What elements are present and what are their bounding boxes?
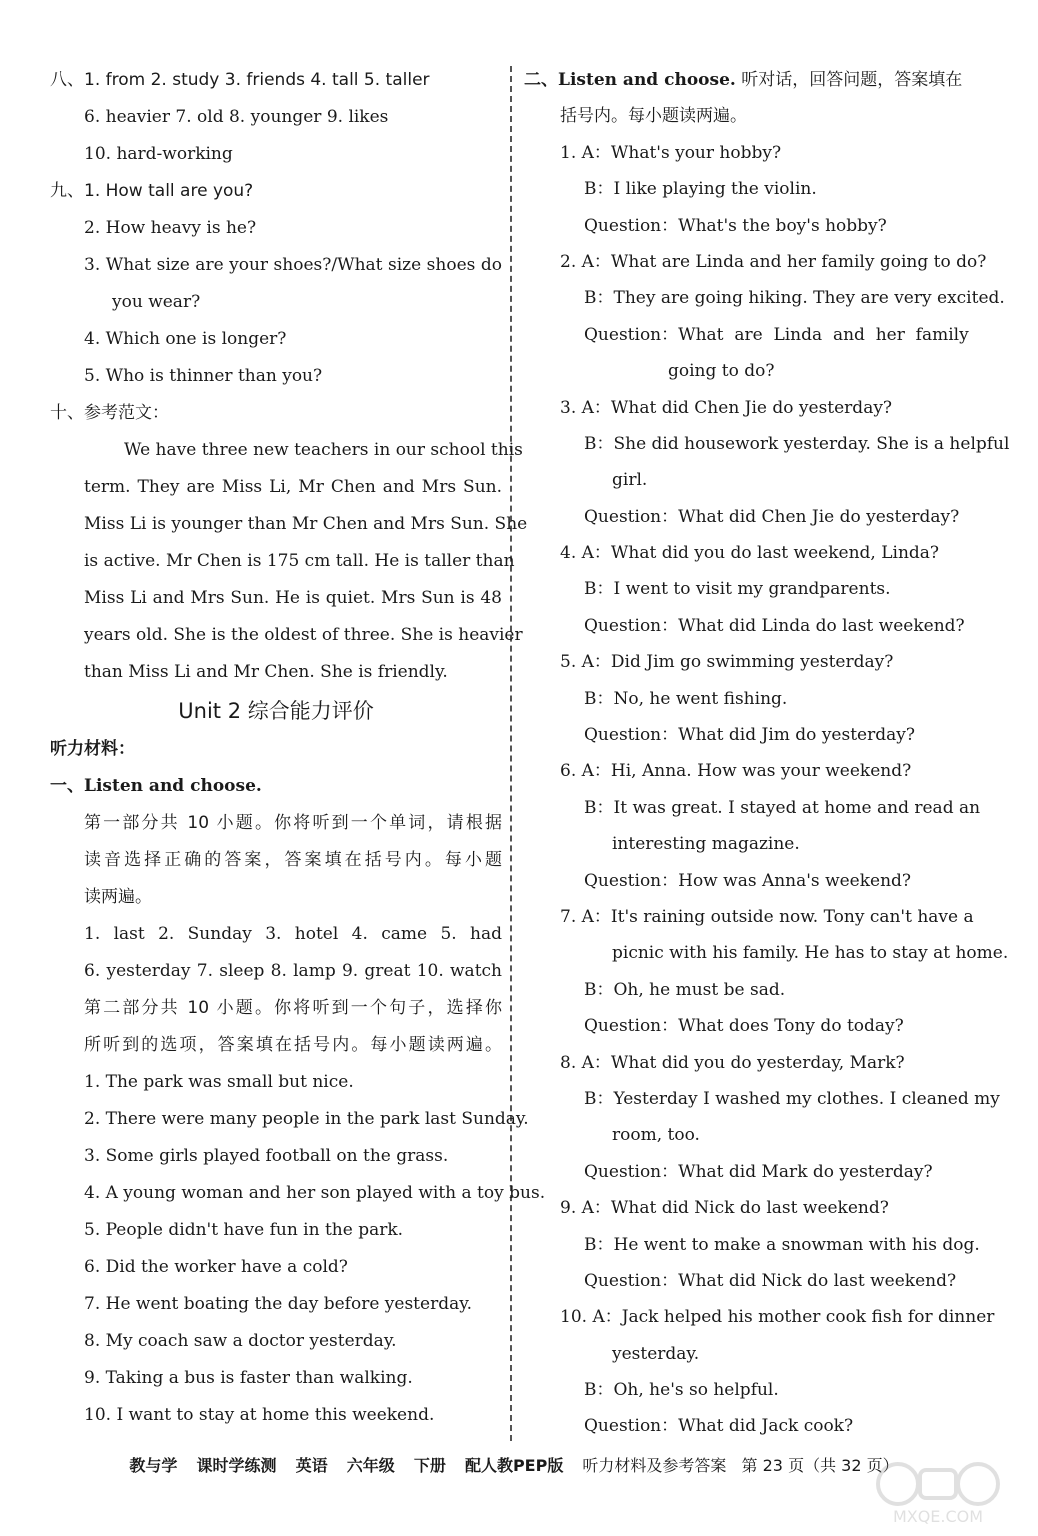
footer-page-number: 第 23 页（共 32 页） bbox=[741, 1456, 899, 1475]
dialogue-line: B：I went to visit my grandparents. bbox=[584, 579, 891, 600]
section-9-line-4: you wear? bbox=[112, 292, 201, 312]
dialogue-line: B：Oh, he must be sad. bbox=[584, 979, 786, 1000]
dialogue-line: picnic with his family. He has to stay at home. bbox=[612, 943, 1009, 964]
essay-line-3: Miss Li is younger than Mr Chen and Mrs Sun. She bbox=[84, 514, 528, 534]
dialogue-line: Question：What did Linda do last weekend? bbox=[584, 615, 965, 636]
word-list-line-2: 6. yesterday 7. sleep 8. lamp 9. great 10. watch bbox=[84, 961, 502, 981]
unit-title: Unit 2 综合能力评价 bbox=[178, 699, 374, 723]
section-9-line-1: 九、1. How tall are you? bbox=[50, 181, 254, 201]
footer-volume: 下册 bbox=[413, 1456, 446, 1475]
footer-section: 听力材料及参考答案 bbox=[582, 1456, 727, 1475]
section-8-line-1: 八、1. from 2. study 3. friends 4. tall 5. taller bbox=[50, 70, 430, 90]
dialogue-line: room, too. bbox=[612, 1125, 700, 1146]
dialogue-line: 4. A：What did you do last weekend, Linda? bbox=[560, 543, 940, 564]
right-column bbox=[524, 62, 1010, 1445]
dialogue-line: 1. A：What's your hobby? bbox=[560, 142, 782, 163]
listening-sentence: 3. Some girls played football on the grass. bbox=[84, 1146, 449, 1166]
essay-line-4: is active. Mr Chen is 175 cm tall. He is taller than bbox=[84, 551, 515, 571]
dialogue-line: Question：What are Linda and her family bbox=[584, 324, 969, 345]
dialogue-line: going to do? bbox=[668, 361, 775, 382]
section-2-heading-cn: 听对话，回答问题，答案填在 bbox=[735, 70, 963, 90]
footer-edition: 配人教PEP版 bbox=[464, 1456, 564, 1475]
listening-sentence: 1. The park was small but nice. bbox=[84, 1072, 354, 1092]
dialogue-line: 8. A：What did you do yesterday, Mark? bbox=[560, 1052, 905, 1073]
listening-sentence: 9. Taking a bus is faster than walking. bbox=[84, 1368, 413, 1388]
section-2-heading-en: 二、Listen and choose. bbox=[524, 70, 736, 90]
dialogue-line: Question：What did Chen Jie do yesterday? bbox=[584, 506, 960, 527]
dialogue-line: Question：What did Jack cook? bbox=[584, 1416, 854, 1437]
dialogue-line: B：Yesterday I washed my clothes. I cleaned my bbox=[584, 1088, 1000, 1109]
dialogue-line: Question：What does Tony do today? bbox=[584, 1016, 904, 1037]
dialogue-line: B：She did housework yesterday. She is a helpful bbox=[584, 433, 1010, 454]
section-8-line-3: 10. hard-working bbox=[84, 144, 233, 164]
dialogue-line: B：No, he went fishing. bbox=[584, 688, 788, 709]
part-2-instruction-1: 第二部分共 10 小题。你将听到一个句子，选择你 bbox=[84, 998, 502, 1018]
dialogue-line: Question：What did Mark do yesterday? bbox=[584, 1161, 933, 1182]
section-10-heading: 十、参考范文： bbox=[50, 403, 169, 423]
column-divider bbox=[510, 66, 512, 1441]
dialogue-line: Question：What's the boy's hobby? bbox=[584, 215, 887, 236]
essay-line-2: term. They are Miss Li, Mr Chen and Mrs Sun. bbox=[84, 477, 502, 497]
section-9-line-5: 4. Which one is longer? bbox=[84, 329, 287, 349]
dialogue-line: 9. A：What did Nick do last weekend? bbox=[560, 1198, 889, 1219]
watermark-logo bbox=[858, 1458, 1018, 1528]
listening-label: 听力材料： bbox=[50, 739, 135, 759]
listening-sentence: 5. People didn't have fun in the park. bbox=[84, 1220, 404, 1240]
dialogue-line: 10. A：Jack helped his mother cook fish for dinner bbox=[560, 1307, 995, 1328]
left-column bbox=[50, 62, 546, 1434]
section-9-line-2: 2. How heavy is he? bbox=[84, 218, 257, 238]
svg-text:MXQE.COM: MXQE.COM bbox=[892, 1507, 984, 1526]
dialogue-line: B：I like playing the violin. bbox=[584, 179, 817, 200]
listening-sentence: 7. He went boating the day before yesterday. bbox=[84, 1294, 472, 1314]
dialogue-line: B：Oh, he's so helpful. bbox=[584, 1380, 779, 1401]
footer-brand: 教与学 bbox=[129, 1456, 178, 1475]
footer-series: 课时学练测 bbox=[196, 1456, 277, 1475]
dialogue-line: Question：How was Anna's weekend? bbox=[584, 870, 912, 891]
dialogue-line: 5. A：Did Jim go swimming yesterday? bbox=[560, 652, 894, 673]
dialogue-line: B：It was great. I stayed at home and read an bbox=[584, 797, 981, 818]
listening-sentence: 8. My coach saw a doctor yesterday. bbox=[84, 1331, 397, 1351]
dialogue-line: yesterday. bbox=[612, 1343, 700, 1364]
word-list-line-1: 1. last 2. Sunday 3. hotel 4. came 5. had bbox=[84, 924, 502, 944]
section-9-line-3: 3. What size are your shoes?/What size shoes do bbox=[84, 255, 502, 275]
section-9-line-6: 5. Who is thinner than you? bbox=[84, 366, 323, 386]
sentence-list bbox=[50, 1064, 546, 1434]
dialogue-line: interesting magazine. bbox=[612, 834, 800, 855]
essay-line-1: We have three new teachers in our school this bbox=[124, 440, 523, 460]
dialogue-line: 7. A：It's raining outside now. Tony can't have a bbox=[560, 906, 974, 927]
essay-line-6: years old. She is the oldest of three. She is heavier bbox=[84, 625, 523, 645]
listening-sentence: 4. A young woman and her son played with a toy bus. bbox=[84, 1183, 546, 1203]
section-2-heading bbox=[524, 62, 980, 98]
essay-line-5: Miss Li and Mrs Sun. He is quiet. Mrs Sun is 48 bbox=[84, 588, 502, 608]
part-1-instruction-2: 读音选择正确的答案，答案填在括号内。每小题 bbox=[84, 850, 502, 870]
listening-sentence: 6. Did the worker have a cold? bbox=[84, 1257, 348, 1277]
dialogue-line: 6. A：Hi, Anna. How was your weekend? bbox=[560, 761, 912, 782]
part-1-heading: 一、Listen and choose. bbox=[50, 776, 262, 796]
footer-grade: 六年级 bbox=[346, 1456, 395, 1475]
listening-sentence: 2. There were many people in the park last Sunday. bbox=[84, 1109, 529, 1129]
footer-subject: 英语 bbox=[295, 1456, 328, 1475]
part-2-instruction-2: 所听到的选项，答案填在括号内。每小题读两遍。 bbox=[84, 1035, 502, 1055]
dialogue-line: B：He went to make a snowman with his dog. bbox=[584, 1234, 980, 1255]
section-2-heading-cont: 括号内。每小题读两遍。 bbox=[560, 106, 747, 127]
dialogue-line: 3. A：What did Chen Jie do yesterday? bbox=[560, 397, 893, 418]
dialogue-line: girl. bbox=[612, 470, 648, 491]
dialogue-line: Question：What did Jim do yesterday? bbox=[584, 725, 915, 746]
dialogue-list bbox=[524, 135, 1010, 1445]
dialogue-line: Question：What did Nick do last weekend? bbox=[584, 1270, 957, 1291]
part-1-instruction-1: 第一部分共 10 小题。你将听到一个单词，请根据 bbox=[84, 813, 502, 833]
dialogue-line: 2. A：What are Linda and her family going to do? bbox=[560, 251, 987, 272]
dialogue-line: B：They are going hiking. They are very excited. bbox=[584, 288, 1005, 309]
part-1-instruction-3: 读两遍。 bbox=[84, 887, 152, 907]
listening-sentence: 10. I want to stay at home this weekend. bbox=[84, 1405, 435, 1425]
essay-line-7: than Miss Li and Mr Chen. She is friendly. bbox=[84, 662, 448, 682]
section-8-line-2: 6. heavier 7. old 8. younger 9. likes bbox=[84, 107, 389, 127]
